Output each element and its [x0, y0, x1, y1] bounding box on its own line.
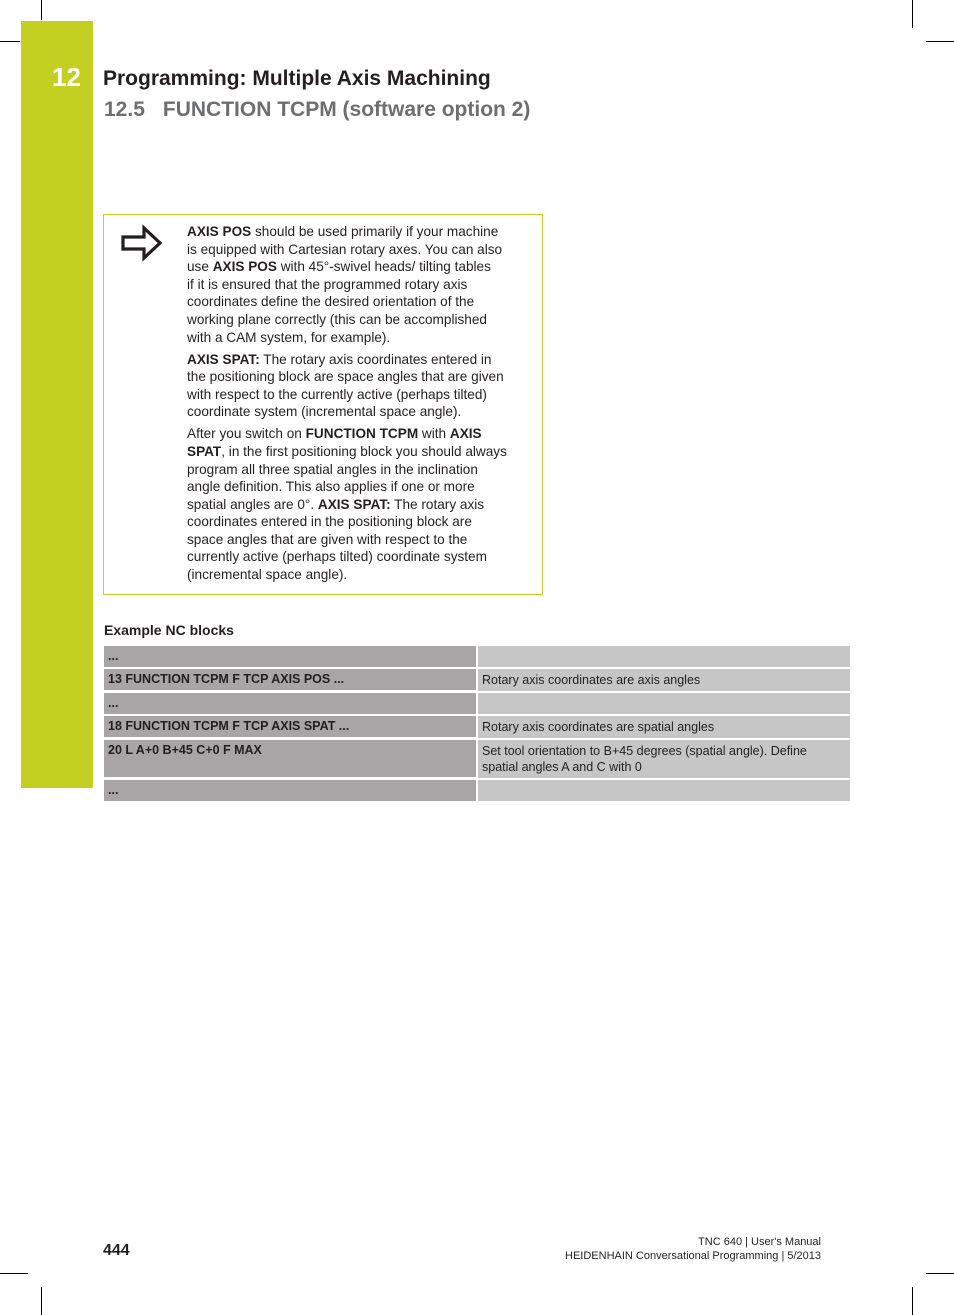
footer-info	[565, 1235, 821, 1263]
table-row	[104, 646, 850, 667]
description-cell	[478, 646, 850, 667]
description-cell	[478, 780, 850, 801]
note-line	[187, 461, 507, 479]
nc-code-cell: 20 L A+0 B+45 C+0 F MAX	[104, 740, 476, 777]
table-row	[104, 669, 850, 691]
keyword: AXIS POS	[212, 259, 277, 275]
note-text-run: (incremental space angle).	[187, 567, 348, 583]
keyword: FUNCTION TCPM	[305, 426, 419, 442]
nc-code-cell: ...	[104, 646, 476, 667]
note-text	[187, 223, 507, 588]
note-line	[187, 351, 507, 369]
note-text-run: with	[418, 426, 450, 442]
note-line	[187, 478, 507, 496]
note-text-run: The rotary axis coordinates entered in	[259, 351, 492, 367]
note-text-run: coordinate system (incremental space angle).	[187, 404, 462, 420]
note-text-run: coordinates define the desired orientation of the	[187, 294, 475, 310]
note-text-run: currently active (perhaps tilted) coordinate system	[187, 549, 487, 565]
section-number: 12.5	[104, 98, 145, 121]
table-row	[104, 780, 850, 801]
keyword: AXIS SPAT:	[317, 496, 391, 512]
note-line	[187, 566, 507, 584]
note-line	[187, 293, 507, 311]
crop-mark	[0, 41, 20, 42]
keyword: SPAT	[187, 443, 222, 459]
crop-mark	[41, 0, 42, 20]
note-text-run: , in the first positioning block you should always	[221, 443, 507, 459]
note-paragraph	[187, 425, 507, 583]
note-paragraph	[187, 223, 507, 346]
arrow-right-icon	[120, 223, 164, 263]
note-text-run: After you switch on	[187, 426, 306, 442]
note-text-run: should be used primarily if your machine	[251, 224, 499, 239]
nc-code-cell: ...	[104, 780, 476, 801]
note-line	[187, 548, 507, 566]
chapter-number: 12	[52, 62, 81, 92]
note-text-run: working plane correctly (this can be accomplished	[187, 311, 487, 327]
note-paragraph	[187, 351, 507, 421]
chapter-tab	[21, 21, 93, 788]
crop-mark	[926, 1273, 954, 1274]
crop-mark	[912, 0, 913, 28]
note-text-run: The rotary axis	[390, 496, 485, 512]
note-text-run: space angles that are given with respect to the	[187, 531, 468, 547]
note-line	[187, 329, 507, 347]
nc-blocks-table	[104, 646, 850, 803]
note-line	[187, 496, 507, 514]
chapter-title: Programming: Multiple Axis Machining	[103, 67, 491, 90]
nc-code-cell: 13 FUNCTION TCPM F TCP AXIS POS ...	[104, 669, 476, 690]
note-text-run: angle definition. This also applies if one or more	[187, 479, 475, 495]
note-text-run: the positioning block are space angles that are given	[187, 369, 504, 385]
crop-mark	[926, 41, 954, 42]
note-line	[187, 513, 507, 531]
keyword: AXIS	[449, 426, 482, 442]
note-text-run: is equipped with Cartesian rotary axes. You can also	[187, 241, 503, 257]
table-row	[104, 716, 850, 738]
crop-mark	[912, 1287, 913, 1315]
note-text-run: spatial angles are 0°.	[187, 496, 318, 512]
nc-code-cell: ...	[104, 693, 476, 714]
table-row	[104, 693, 850, 714]
note-text-run: with 45°-swivel heads/ tilting tables	[276, 259, 491, 275]
note-line	[187, 223, 507, 241]
description-cell: Rotary axis coordinates are spatial angles	[478, 716, 850, 738]
note-line	[187, 403, 507, 421]
note-text-run: with respect to the currently active (perhaps tilted)	[187, 386, 487, 402]
note-line	[187, 425, 507, 443]
footer-manual: TNC 640 | User's Manual	[698, 1236, 821, 1248]
note-line	[187, 368, 507, 386]
note-text-run: if it is ensured that the programmed rotary axis	[187, 276, 468, 292]
nc-code-cell: 18 FUNCTION TCPM F TCP AXIS SPAT ...	[104, 716, 476, 737]
description-cell: Rotary axis coordinates are axis angles	[478, 669, 850, 691]
note-text-run: use	[187, 259, 213, 275]
description-cell: Set tool orientation to B+45 degrees (spatial angle). Define spatial angles A and C with 0	[478, 740, 850, 778]
crop-mark	[0, 1273, 28, 1274]
note-line	[187, 386, 507, 404]
note-line	[187, 276, 507, 294]
crop-mark	[41, 1287, 42, 1315]
section-title	[104, 98, 530, 122]
description-cell	[478, 693, 850, 714]
note-line	[187, 258, 507, 276]
note-line	[187, 241, 507, 259]
note-box	[103, 214, 543, 595]
note-text-run: program all three spatial angles in the inclination	[187, 461, 478, 477]
note-line	[187, 531, 507, 549]
page-number: 444	[103, 1242, 130, 1259]
note-text-run: with a CAM system, for example).	[187, 329, 391, 345]
keyword: AXIS SPAT:	[187, 351, 260, 367]
table-row	[104, 740, 850, 778]
note-line	[187, 311, 507, 329]
note-text-run: coordinates entered in the positioning block are	[187, 514, 472, 530]
keyword: AXIS POS	[187, 224, 252, 239]
footer-programming: HEIDENHAIN Conversational Programming | 5/2013	[565, 1250, 821, 1262]
note-line	[187, 443, 507, 461]
section-name: FUNCTION TCPM (software option 2)	[162, 98, 531, 121]
example-heading: Example NC blocks	[104, 622, 234, 638]
